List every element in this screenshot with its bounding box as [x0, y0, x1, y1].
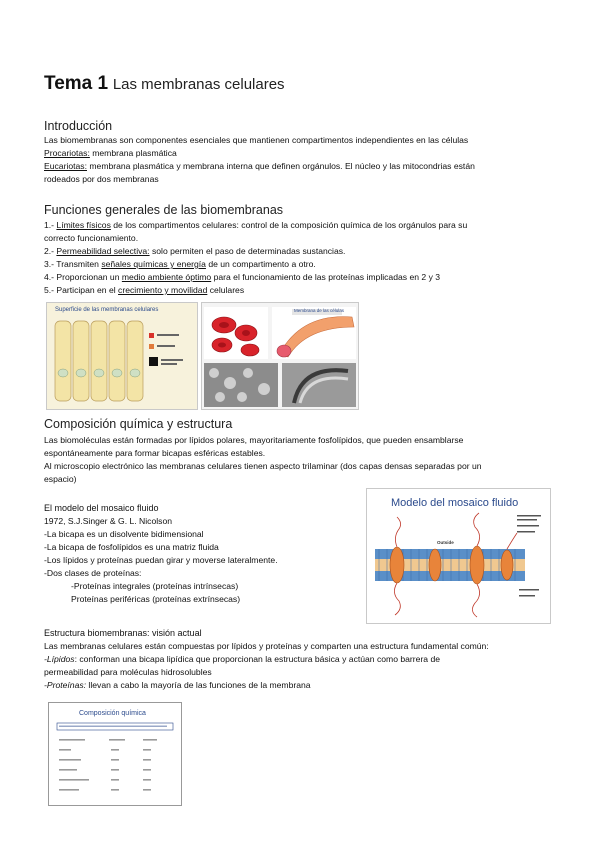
- structure-lipids: [44, 653, 574, 666]
- proteins-label: -Proteínas:: [44, 680, 87, 690]
- structure-line1: Las membranas celulares están compuestas por lípidos y proteínas y comparten una estructura fundamental común:: [44, 641, 489, 651]
- page-title: [44, 73, 285, 96]
- cell-surface-title: Superficie de las membranas celulares: [55, 307, 159, 313]
- cell-surface-figure: [46, 302, 198, 410]
- function-2: [44, 245, 569, 258]
- f5-post: celulares: [207, 285, 245, 295]
- f3-underlined: señales químicas y energía: [101, 259, 206, 269]
- functions-heading: Funciones generales de las biomembranas: [44, 203, 284, 217]
- lipids-text: : conforman una bicapa lipídica que proporcionan la estructura básica y actúan como barrera de: [74, 654, 441, 664]
- f5-underlined: crecimiento y movilidad: [118, 285, 208, 295]
- f3-post: de un compartimento a otro.: [205, 259, 316, 269]
- membranes-collage-figure: [201, 302, 359, 410]
- f5-pre: 5.- Participan en el: [44, 285, 119, 295]
- f4-pre: 4.- Proporcionan un: [44, 272, 122, 282]
- mosaic-bullet-3: -Los lípidos y proteínas puedan girar y moverse lateralmente.: [44, 555, 278, 565]
- chemical-composition-table: [49, 703, 181, 805]
- composition-line2: espontáneamente para formar bicapas esféricas estables.: [44, 448, 266, 458]
- fluid-mosaic-figure: [366, 488, 551, 624]
- f2-post: solo permiten el paso de determinadas sustancias.: [149, 246, 346, 256]
- structure-proteins: [44, 679, 574, 692]
- fluid-mosaic-title: Modelo del mosaico fluido: [391, 497, 519, 509]
- fluid-mosaic-illustration: [367, 489, 550, 623]
- title-bold: Tema 1: [44, 73, 109, 94]
- composition-text: [44, 434, 569, 486]
- intro-section: [44, 134, 564, 186]
- functions-list: [44, 219, 569, 297]
- f3-pre: 3.- Transmiten: [44, 259, 102, 269]
- prok-text: membrana plasmática: [89, 148, 177, 158]
- cell-surface-illustration: [47, 303, 197, 409]
- mosaic-heading: El modelo del mosaico fluido: [44, 503, 159, 513]
- composition-heading: Composición química y estructura: [44, 417, 233, 431]
- f1-pre: 1.-: [44, 220, 57, 230]
- composition-line1: Las biomoléculas están formadas por lípidos polares, mayoritariamente fosfolípidos, que pueden ensamblarse: [44, 435, 464, 445]
- mosaic-section: [44, 502, 364, 606]
- membranes-collage-title: Membrana de las células: [294, 308, 345, 313]
- structure-section: [44, 627, 574, 692]
- membranes-collage-illustration: [202, 303, 358, 409]
- intro-eukaryotes: [44, 160, 564, 173]
- outside-label: Outside: [437, 540, 454, 545]
- lipids-label: -Lípidos: [44, 654, 75, 664]
- intro-heading: Introducción: [44, 119, 113, 133]
- euk-label: Eucariotas:: [44, 161, 87, 171]
- f2-underlined: Permeabilidad selectiva:: [56, 246, 150, 256]
- structure-heading: Estructura biomembranas: visión actual: [44, 628, 202, 638]
- title-rest: Las membranas celulares: [112, 76, 285, 93]
- function-3: [44, 258, 569, 271]
- mosaic-authors: 1972, S.J.Singer & G. L. Nicolson: [44, 516, 173, 526]
- chemical-composition-figure: [48, 702, 182, 806]
- euk-text: membrana plasmática y membrana interna que definen orgánulos. El núcleo y las mitocondrias están: [87, 161, 475, 171]
- mosaic-bullet-4: -Dos clases de proteínas:: [44, 568, 142, 578]
- function-5: [44, 284, 569, 297]
- prok-label: Procariotas:: [44, 148, 90, 158]
- mosaic-bullet-6: Proteínas periféricas (proteínas extrínsecas): [71, 594, 241, 604]
- mosaic-bullet-1: -La bicapa es un disolvente bidimensional: [44, 529, 204, 539]
- mosaic-bullet-5: -Proteínas integrales (proteínas intrínsecas): [71, 581, 239, 591]
- proteins-text: llevan a cabo la mayoría de las funciones de la membrana: [86, 680, 311, 690]
- f4-underlined: medio ambiente óptimo: [121, 272, 212, 282]
- intro-prokaryotes: [44, 147, 564, 160]
- intro-eukaryotes-cont: rodeados por dos membranas: [44, 174, 159, 184]
- function-4: [44, 271, 569, 284]
- mosaic-bullet-2: -La bicapa de fosfolípidos es una matriz fluida: [44, 542, 219, 552]
- f2-pre: 2.-: [44, 246, 57, 256]
- composition-line3: Al microscopio electrónico las membranas celulares tienen aspecto trilaminar (dos capas densas separadas por un: [44, 461, 482, 471]
- function-1: [44, 219, 569, 232]
- f1-underlined: Límites físicos: [56, 220, 111, 230]
- f4-post: para el funcionamiento de las proteínas implicadas en 2 y 3: [211, 272, 441, 282]
- structure-lipids-cont: permeabilidad para moléculas hidrosolubles: [44, 667, 212, 677]
- intro-line1: Las biomembranas son componentes esenciales que mantienen compartimentos independientes en las células: [44, 135, 469, 145]
- function-1-cont: correcto funcionamiento.: [44, 233, 139, 243]
- chemical-composition-title: Composición química: [79, 710, 146, 717]
- composition-line4: espacio): [44, 474, 77, 484]
- f1-post: de los compartimentos celulares: control de la composición química de los orgánulos para su: [110, 220, 468, 230]
